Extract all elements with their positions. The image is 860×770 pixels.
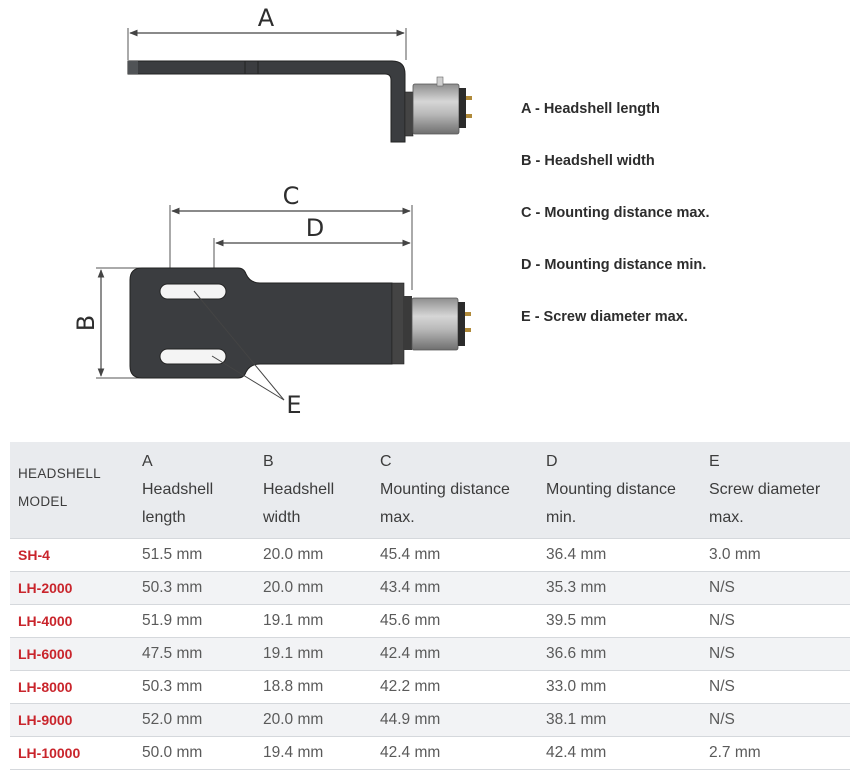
length-cell: 50.3 mm	[134, 572, 255, 605]
legend-item-a: A - Headshell length	[521, 101, 660, 117]
table-row	[10, 638, 850, 671]
table-row	[10, 605, 850, 638]
screw-cell: N/S	[701, 671, 850, 704]
width-cell: 19.1 mm	[255, 605, 372, 638]
width-cell: 20.0 mm	[255, 539, 372, 572]
mount-max-cell: 42.2 mm	[372, 671, 538, 704]
model-cell: LH-6000	[10, 638, 134, 671]
mount-max-cell: 45.6 mm	[372, 605, 538, 638]
legend-item-c: C - Mounting distance max.	[521, 205, 710, 221]
top-view	[72, 182, 471, 419]
column-header-e: E Screw diameter max.	[701, 442, 850, 539]
length-cell: 50.3 mm	[134, 671, 255, 704]
mount-min-cell: 33.0 mm	[538, 671, 701, 704]
column-header-c: C Mounting distance max.	[372, 442, 538, 539]
width-cell: 19.4 mm	[255, 737, 372, 770]
dimension-label-c: C	[282, 182, 300, 210]
mount-min-cell: 36.4 mm	[538, 539, 701, 572]
width-cell: 19.1 mm	[255, 638, 372, 671]
table-row	[10, 572, 850, 605]
column-header-a: A Headshell length	[134, 442, 255, 539]
model-cell: LH-8000	[10, 671, 134, 704]
headshell-diagram	[0, 0, 520, 425]
model-cell: LH-4000	[10, 605, 134, 638]
mount-max-cell: 43.4 mm	[372, 572, 538, 605]
model-cell: LH-2000	[10, 572, 134, 605]
mount-min-cell: 36.6 mm	[538, 638, 701, 671]
mount-max-cell: 42.4 mm	[372, 638, 538, 671]
mount-min-cell: 38.1 mm	[538, 704, 701, 737]
screw-cell: N/S	[701, 704, 850, 737]
screw-cell: N/S	[701, 638, 850, 671]
legend-item-e: E - Screw diameter max.	[521, 309, 688, 325]
dimension-label-a: A	[257, 4, 275, 32]
model-cell: LH-10000	[10, 737, 134, 770]
table-row	[10, 539, 850, 572]
mount-max-cell: 45.4 mm	[372, 539, 538, 572]
length-cell: 51.5 mm	[134, 539, 255, 572]
column-header-d: D Mounting distance min.	[538, 442, 701, 539]
mount-max-cell: 44.9 mm	[372, 704, 538, 737]
legend-item-d: D - Mounting distance min.	[521, 257, 707, 273]
model-cell: LH-9000	[10, 704, 134, 737]
column-header-model: HEADSHELL MODEL	[10, 442, 134, 539]
screw-cell: 2.7 mm	[701, 737, 850, 770]
width-cell: 20.0 mm	[255, 704, 372, 737]
screw-cell: 3.0 mm	[701, 539, 850, 572]
screw-cell: N/S	[701, 605, 850, 638]
length-cell: 52.0 mm	[134, 704, 255, 737]
model-cell: SH-4	[10, 539, 134, 572]
length-cell: 50.0 mm	[134, 737, 255, 770]
mount-min-cell: 42.4 mm	[538, 737, 701, 770]
mount-min-cell: 39.5 mm	[538, 605, 701, 638]
screw-cell: N/S	[701, 572, 850, 605]
dimension-label-b: B	[72, 314, 100, 332]
legend-item-b: B - Headshell width	[521, 153, 655, 169]
headshell-spec-table	[10, 442, 850, 770]
table-row	[10, 671, 850, 704]
dimension-label-e: E	[286, 391, 302, 419]
mount-min-cell: 35.3 mm	[538, 572, 701, 605]
width-cell: 20.0 mm	[255, 572, 372, 605]
table-header-row	[10, 442, 850, 539]
table-row	[10, 704, 850, 737]
side-view	[128, 4, 472, 142]
table-row	[10, 737, 850, 770]
mount-max-cell: 42.4 mm	[372, 737, 538, 770]
dimension-legend	[521, 96, 710, 356]
length-cell: 47.5 mm	[134, 638, 255, 671]
dimension-label-d: D	[305, 214, 325, 242]
width-cell: 18.8 mm	[255, 671, 372, 704]
column-header-b: B Headshell width	[255, 442, 372, 539]
length-cell: 51.9 mm	[134, 605, 255, 638]
